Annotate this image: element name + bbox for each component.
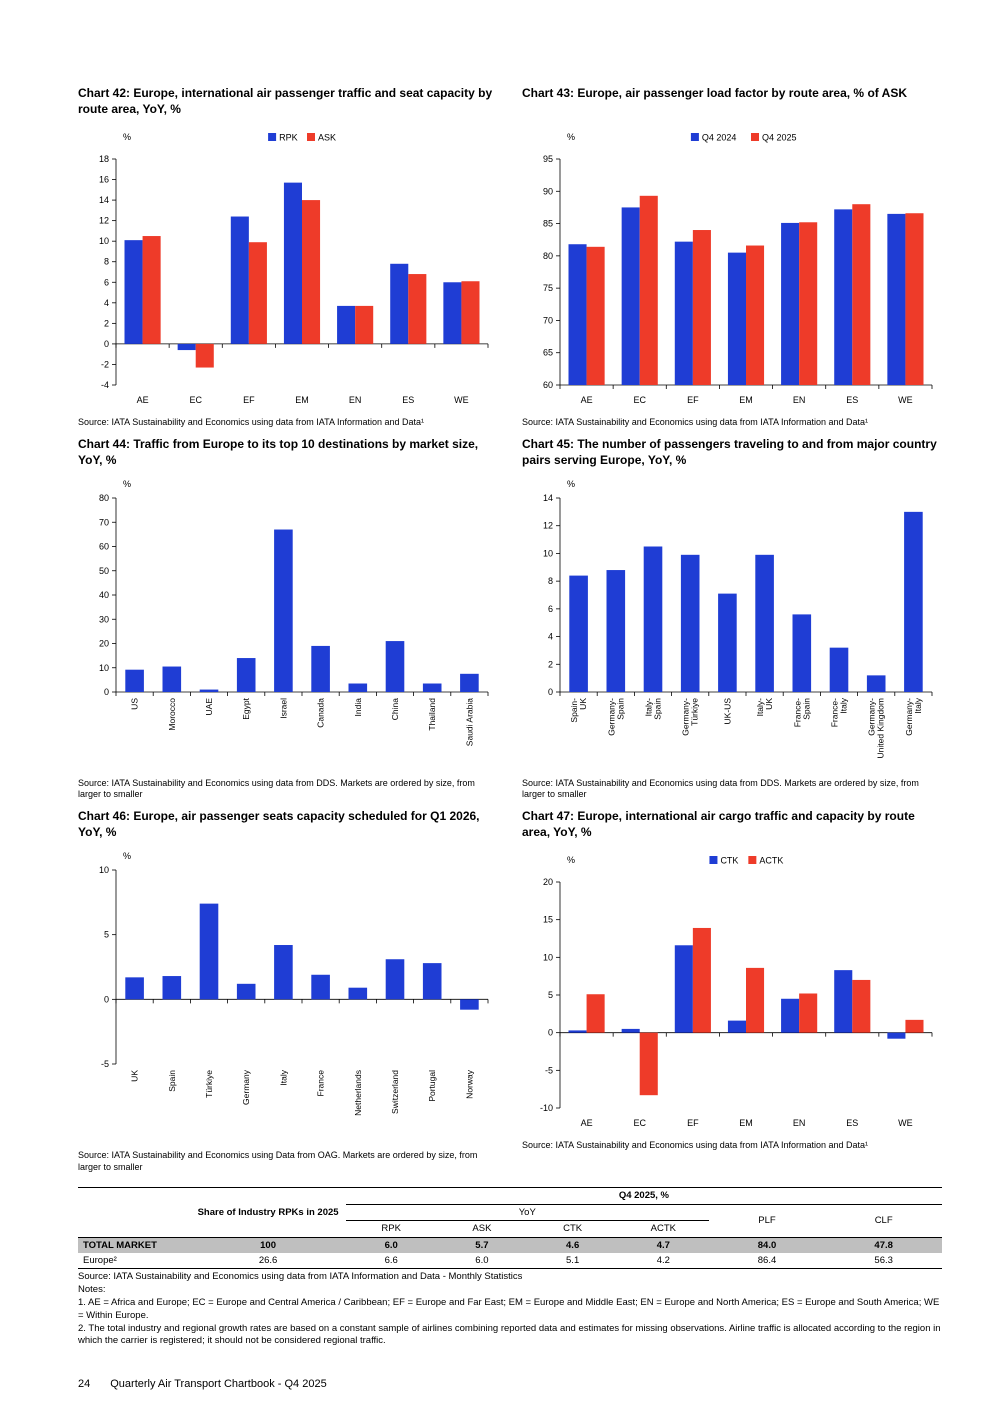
note-2: 2. The total industry and regional growth rates are based on a constant sample of airlines combining reported data and estimates for missing observations. Airline traffic is allocated according to the region in which the carrier is registered; it should not be considered regional traffic. xyxy=(78,1322,941,1347)
bar-Switzerland-YoY % xyxy=(386,959,405,999)
y-axis-unit: % xyxy=(567,478,576,489)
x-category-label: France xyxy=(315,1070,326,1097)
bar-AE-ASK xyxy=(143,236,161,344)
y-tick-label: 12 xyxy=(98,215,109,226)
bar-EM-Q4 2024 xyxy=(728,253,746,385)
bar-EC-Q4 2025 xyxy=(640,196,658,385)
x-category-label: EM xyxy=(739,395,753,405)
x-category-label: WE xyxy=(454,395,469,405)
bar-EF-CTK xyxy=(675,945,693,1032)
bar-ES-CTK xyxy=(834,970,852,1033)
x-category-label: Germany- xyxy=(680,697,691,736)
x-category-label: Portugal xyxy=(427,1070,438,1102)
y-tick-label: 18 xyxy=(98,154,109,164)
x-category-label: UK-US xyxy=(722,697,733,725)
x-category-label: United Kingdom xyxy=(875,697,886,759)
x-category-label: Spain xyxy=(615,697,626,720)
y-tick-label: 70 xyxy=(542,315,553,326)
y-tick-label: 10 xyxy=(98,662,109,673)
footer-text: Quarterly Air Transport Chartbook - Q4 2025 xyxy=(110,1378,327,1391)
table-cell: 4.6 xyxy=(527,1237,618,1253)
y-tick-label: 14 xyxy=(542,492,553,503)
chart-46-source: Source: IATA Sustainability and Economics using Data from OAG. Markets are ordered by size, from larger to smaller xyxy=(78,1150,478,1172)
bar-Spain-YoY % xyxy=(163,976,182,999)
bar-ES-ACTK xyxy=(852,980,870,1033)
legend-label: Q4 2024 xyxy=(701,132,737,143)
table-header-clf: CLF xyxy=(874,1215,893,1227)
bar-EN-RPK xyxy=(337,306,355,344)
table-cell: 6.6 xyxy=(384,1255,398,1266)
note-1: 1. AE = Africa and Europe; EC = Europe and Central America / Caribbean; EF = Europe and Far East; EM = Europe and Middle East; EN = Europe and North America; ES = Europe and South America; WE = Within Europe. xyxy=(78,1297,940,1321)
table-cell: 100 xyxy=(190,1237,346,1253)
x-category-label: UK xyxy=(578,697,589,710)
x-category-label: Spain xyxy=(652,697,663,720)
bar-ES-Q4 2025 xyxy=(852,204,870,385)
y-tick-label: 0 xyxy=(547,686,553,697)
x-category-label: ES xyxy=(402,395,415,405)
y-tick-label: 50 xyxy=(98,565,109,576)
x-category-label: AE xyxy=(580,1118,593,1129)
y-tick-label: 4 xyxy=(103,297,109,308)
y-tick-label: 8 xyxy=(103,256,109,267)
y-tick-label: 15 xyxy=(542,914,553,925)
chart-46-block xyxy=(78,809,498,1173)
bar-China-YoY % xyxy=(386,641,405,692)
x-category-label: ES xyxy=(846,1118,859,1129)
x-category-label: Italy- xyxy=(755,697,766,717)
table-cell: 5.7 xyxy=(437,1237,528,1253)
y-tick-label: 70 xyxy=(98,516,109,527)
bar-Canada-YoY % xyxy=(311,646,330,692)
bar-WE-RPK xyxy=(443,282,461,344)
bar-Portugal-YoY % xyxy=(423,963,442,999)
bar-EN-Q4 2024 xyxy=(781,223,799,385)
legend-swatch xyxy=(751,133,759,141)
bar-UK-US-YoY % xyxy=(718,593,737,691)
bar-WE-ACTK xyxy=(905,1020,923,1033)
bar-Germany-Italy-YoY % xyxy=(904,512,923,692)
bar-EF-Q4 2024 xyxy=(675,242,693,385)
bar-WE-CTK xyxy=(887,1033,905,1039)
bar-EF-RPK xyxy=(231,217,249,344)
chart-45-canvas xyxy=(522,474,942,776)
x-category-label: UK xyxy=(129,1070,140,1082)
x-category-label: AE xyxy=(136,395,149,405)
chart-42-title: Chart 42: Europe, international air passenger traffic and seat capacity by route area, YoY, % xyxy=(78,86,493,116)
x-category-label: EM xyxy=(739,1118,753,1129)
x-category-label: Spain- xyxy=(569,697,580,723)
bar-UAE-YoY % xyxy=(200,689,219,691)
y-tick-label: 10 xyxy=(98,865,109,876)
bar-EM-ASK xyxy=(302,200,320,344)
x-category-label: Türkiye xyxy=(204,1070,214,1098)
table-source: Source: IATA Sustainability and Economics using data from IATA Information and Data - Monthly Statistics xyxy=(78,1271,523,1283)
legend-label: CTK xyxy=(720,855,739,866)
legend-label: ACTK xyxy=(759,855,784,866)
x-category-label: EF xyxy=(687,395,699,405)
bar-Egypt-YoY % xyxy=(237,658,256,692)
y-tick-label: 40 xyxy=(98,589,109,600)
chart-42-source: Source: IATA Sustainability and Economics using data from IATA Information and Data¹ xyxy=(78,417,425,427)
x-category-label: EN xyxy=(348,395,362,405)
table-cell: Europe² xyxy=(83,1255,117,1266)
bar-France-Spain-YoY % xyxy=(793,614,812,692)
y-tick-label: 2 xyxy=(547,658,553,669)
table-cell: 47.8 xyxy=(825,1237,942,1253)
y-tick-label: 4 xyxy=(547,631,553,642)
chart-45-block xyxy=(522,437,942,801)
x-category-label: AE xyxy=(580,395,593,405)
table-cell: TOTAL MARKET xyxy=(78,1237,190,1253)
bar-Norway-YoY % xyxy=(460,999,479,1009)
x-category-label: Germany xyxy=(241,1070,252,1106)
x-category-label: China xyxy=(390,697,400,720)
bar-EN-ACTK xyxy=(799,994,817,1033)
y-tick-label: -5 xyxy=(544,1065,553,1076)
x-category-label: Israel xyxy=(278,697,289,719)
chart-44-canvas xyxy=(78,474,498,776)
bar-Thailand-YoY % xyxy=(423,683,442,691)
y-tick-label: 30 xyxy=(98,613,109,624)
chart-42-canvas xyxy=(78,123,498,415)
table-cell: 4.7 xyxy=(618,1237,709,1253)
y-tick-label: 20 xyxy=(542,877,553,888)
bar-EM-ACTK xyxy=(746,968,764,1033)
bar-EM-Q4 2025 xyxy=(746,246,764,385)
bar-UK-YoY % xyxy=(125,977,144,999)
chart-47-block xyxy=(522,809,942,1173)
bar-Germany-Spain-YoY % xyxy=(607,570,626,692)
y-tick-label: 0 xyxy=(103,686,109,697)
y-tick-label: 5 xyxy=(547,990,553,1001)
table-row-total-market xyxy=(78,1237,942,1253)
bar-EC-ACTK xyxy=(640,1033,658,1096)
x-category-label: EF xyxy=(243,395,255,405)
legend-swatch xyxy=(748,856,756,864)
legend-label: RPK xyxy=(279,132,298,143)
y-tick-label: 0 xyxy=(547,1027,553,1038)
table-cell: 6.0 xyxy=(475,1255,489,1266)
chart-45-title: Chart 45: The number of passengers traveling to and from major country pairs serving Europe, YoY, % xyxy=(522,436,937,467)
x-category-label: Italy xyxy=(838,697,849,714)
x-category-label: EN xyxy=(792,395,806,405)
y-axis-unit: % xyxy=(123,132,132,142)
bar-Germany-YoY % xyxy=(237,984,256,1000)
y-axis-unit: % xyxy=(567,855,576,866)
y-tick-label: -5 xyxy=(100,1059,109,1070)
chart-46-title: Chart 46: Europe, air passenger seats capacity scheduled for Q1 2026, YoY, % xyxy=(78,809,480,839)
x-category-label: WE xyxy=(898,395,913,405)
charts-grid xyxy=(78,86,942,1181)
table-cell: 86.4 xyxy=(757,1255,777,1266)
y-tick-label: 10 xyxy=(98,236,109,247)
chart-47-title: Chart 47: Europe, international air cargo traffic and capacity by route area, YoY, % xyxy=(522,809,915,839)
bar-EN-CTK xyxy=(781,999,799,1033)
table-header-rpk: RPK xyxy=(381,1223,401,1235)
page-footer xyxy=(78,1378,942,1390)
bar-EN-Q4 2025 xyxy=(799,222,817,385)
y-tick-label: 10 xyxy=(542,548,553,559)
bar-Italy-UK-YoY % xyxy=(755,555,774,692)
table-cell: 56.3 xyxy=(874,1255,893,1266)
x-category-label: Spain xyxy=(801,697,812,720)
y-tick-label: 0 xyxy=(103,338,109,349)
bar-Italy-YoY % xyxy=(274,945,293,999)
x-category-label: EF xyxy=(687,1118,699,1129)
x-category-label: EC xyxy=(189,395,202,405)
bar-EF-ASK xyxy=(249,242,267,344)
table-cell: 5.1 xyxy=(566,1255,580,1266)
chart-42-block xyxy=(78,86,498,429)
bar-AE-Q4 2024 xyxy=(569,244,587,385)
bar-EC-RPK xyxy=(178,344,196,350)
bar-Italy-Spain-YoY % xyxy=(644,546,663,692)
chart-43-title: Chart 43: Europe, air passenger load factor by route area, % of ASK xyxy=(522,86,907,100)
y-tick-label: 65 xyxy=(542,347,553,358)
bar-France-Italy-YoY % xyxy=(830,647,849,691)
summary-table xyxy=(78,1187,942,1269)
bar-EF-Q4 2025 xyxy=(693,230,711,385)
y-tick-label: -2 xyxy=(100,359,109,370)
chart-47-source: Source: IATA Sustainability and Economics using data from IATA Information and Data¹ xyxy=(522,1140,869,1151)
chart-44-block xyxy=(78,437,498,801)
y-axis-unit: % xyxy=(123,851,132,862)
x-category-label: Italy xyxy=(912,697,923,714)
y-tick-label: 80 xyxy=(542,250,553,261)
chart-44-title: Chart 44: Traffic from Europe to its top 10 destinations by market size, YoY, % xyxy=(78,436,479,467)
table-header-share: Share of Industry RPKs in 2025 xyxy=(197,1206,339,1218)
bar-Morocco-YoY % xyxy=(163,666,182,691)
x-category-label: Canada xyxy=(315,697,326,728)
x-category-label: Saudi Arabia xyxy=(464,697,475,746)
chart-43-canvas xyxy=(522,123,942,415)
bar-ES-Q4 2024 xyxy=(834,209,852,385)
bar-AE-Q4 2025 xyxy=(587,247,605,385)
y-tick-label: 0 xyxy=(103,994,109,1005)
legend-label: ASK xyxy=(318,132,337,143)
x-category-label: Egypt xyxy=(241,697,252,720)
bar-EC-CTK xyxy=(622,1029,640,1033)
table-header-ask: ASK xyxy=(472,1223,492,1235)
bar-EM-CTK xyxy=(728,1021,746,1033)
bar-India-YoY % xyxy=(349,683,368,691)
x-category-label: Germany- xyxy=(866,697,877,736)
bar-US-YoY % xyxy=(125,669,144,691)
bar-EF-ACTK xyxy=(693,928,711,1033)
y-tick-label: 10 xyxy=(542,952,553,963)
table-header-q4: Q4 2025, % xyxy=(346,1188,942,1204)
y-tick-label: 60 xyxy=(98,541,109,552)
y-tick-label: 75 xyxy=(542,283,553,294)
x-category-label: Italy- xyxy=(643,697,654,717)
y-tick-label: -10 xyxy=(539,1103,553,1114)
bar-Germany-Türkiye-YoY % xyxy=(681,555,700,692)
y-axis-unit: % xyxy=(123,478,132,489)
x-category-label: Morocco xyxy=(166,697,177,731)
chart-43-block xyxy=(522,86,942,429)
bar-AE-RPK xyxy=(125,240,143,344)
chart-44-source: Source: IATA Sustainability and Economics using data from DDS. Markets are ordered by size, from larger to smaller xyxy=(78,777,475,800)
table-cell: 26.6 xyxy=(258,1255,278,1266)
x-category-label: Spain xyxy=(166,1070,177,1092)
bar-WE-ASK xyxy=(461,281,479,344)
bar-Israel-YoY % xyxy=(274,529,293,691)
legend-swatch xyxy=(709,856,717,864)
bar-EN-ASK xyxy=(355,306,373,344)
y-tick-label: 2 xyxy=(103,318,109,329)
x-category-label: Netherlands xyxy=(352,1070,363,1116)
x-category-label: ES xyxy=(846,395,859,405)
x-category-label: US xyxy=(129,697,140,710)
x-category-label: EC xyxy=(633,1118,646,1129)
notes-label: Notes: xyxy=(78,1284,106,1296)
bar-WE-Q4 2025 xyxy=(905,213,923,385)
y-tick-label: 20 xyxy=(98,638,109,649)
y-tick-label: 6 xyxy=(103,277,109,288)
bar-Netherlands-YoY % xyxy=(349,988,368,1000)
chart-45-source: Source: IATA Sustainability and Economics using data from DDS. Markets are ordered by size, from larger to smaller xyxy=(522,777,919,800)
bar-France-YoY % xyxy=(311,975,330,1000)
y-tick-label: 8 xyxy=(547,575,553,586)
x-category-label: EM xyxy=(295,395,309,405)
table-header-plf: PLF xyxy=(758,1215,776,1227)
x-category-label: UAE xyxy=(204,697,214,716)
x-category-label: EC xyxy=(633,395,646,405)
y-tick-label: 14 xyxy=(98,195,109,206)
y-tick-label: 5 xyxy=(103,929,109,940)
bar-EM-RPK xyxy=(284,183,302,344)
bar-ES-ASK xyxy=(408,274,426,344)
chart-46-canvas xyxy=(78,846,498,1148)
table-header-yoy: YoY xyxy=(346,1204,709,1220)
y-tick-label: 60 xyxy=(542,380,553,390)
x-category-label: Italy xyxy=(278,1070,289,1086)
y-tick-label: 16 xyxy=(98,174,109,185)
bar-EC-ASK xyxy=(196,344,214,368)
bar-Saudi Arabia-YoY % xyxy=(460,674,479,692)
x-category-label: Switzerland xyxy=(390,1070,400,1114)
y-axis-unit: % xyxy=(567,132,576,142)
chart-47-canvas xyxy=(522,846,942,1138)
y-tick-label: 6 xyxy=(547,603,553,614)
x-category-label: France- xyxy=(792,697,803,727)
x-category-label: Türkiye xyxy=(689,697,700,726)
bar-Germany-United Kingdom-YoY % xyxy=(867,675,886,692)
x-category-label: Germany- xyxy=(606,697,617,736)
table-row-europe xyxy=(78,1253,942,1269)
x-category-label: France- xyxy=(829,697,840,727)
x-category-label: Germany- xyxy=(903,697,914,736)
bar-ES-RPK xyxy=(390,264,408,344)
y-tick-label: 85 xyxy=(542,218,553,229)
table-cell: 4.2 xyxy=(656,1255,670,1266)
table-cell: 84.0 xyxy=(709,1237,826,1253)
y-tick-label: 90 xyxy=(542,186,553,197)
table-header-row xyxy=(78,1188,942,1204)
x-category-label: Norway xyxy=(464,1070,475,1099)
table-cell xyxy=(78,1188,190,1237)
legend-swatch xyxy=(691,133,699,141)
page-number: 24 xyxy=(78,1378,91,1391)
table-header-ctk: CTK xyxy=(563,1223,583,1235)
y-tick-label: -4 xyxy=(100,380,109,390)
x-category-label: EN xyxy=(792,1118,806,1129)
legend-swatch xyxy=(268,133,276,141)
table-header-actk: ACTK xyxy=(650,1223,677,1235)
y-tick-label: 95 xyxy=(542,154,553,164)
y-tick-label: 80 xyxy=(98,492,109,503)
x-category-label: UK xyxy=(764,697,775,710)
legend-swatch xyxy=(307,133,315,141)
bar-AE-CTK xyxy=(569,1030,587,1032)
legend-label: Q4 2025 xyxy=(762,132,797,143)
bar-WE-Q4 2024 xyxy=(887,214,905,385)
bar-Türkiye-YoY % xyxy=(200,904,219,1000)
bar-EC-Q4 2024 xyxy=(622,207,640,385)
chart-43-source: Source: IATA Sustainability and Economics using data from IATA Information and Data¹ xyxy=(522,417,869,427)
x-category-label: WE xyxy=(898,1118,913,1129)
x-category-label: India xyxy=(352,697,363,717)
bar-Spain-UK-YoY % xyxy=(569,575,588,691)
y-tick-label: 12 xyxy=(542,520,553,531)
bar-AE-ACTK xyxy=(587,994,605,1032)
x-category-label: Thailand xyxy=(427,697,438,731)
table-cell: 6.0 xyxy=(346,1237,437,1253)
